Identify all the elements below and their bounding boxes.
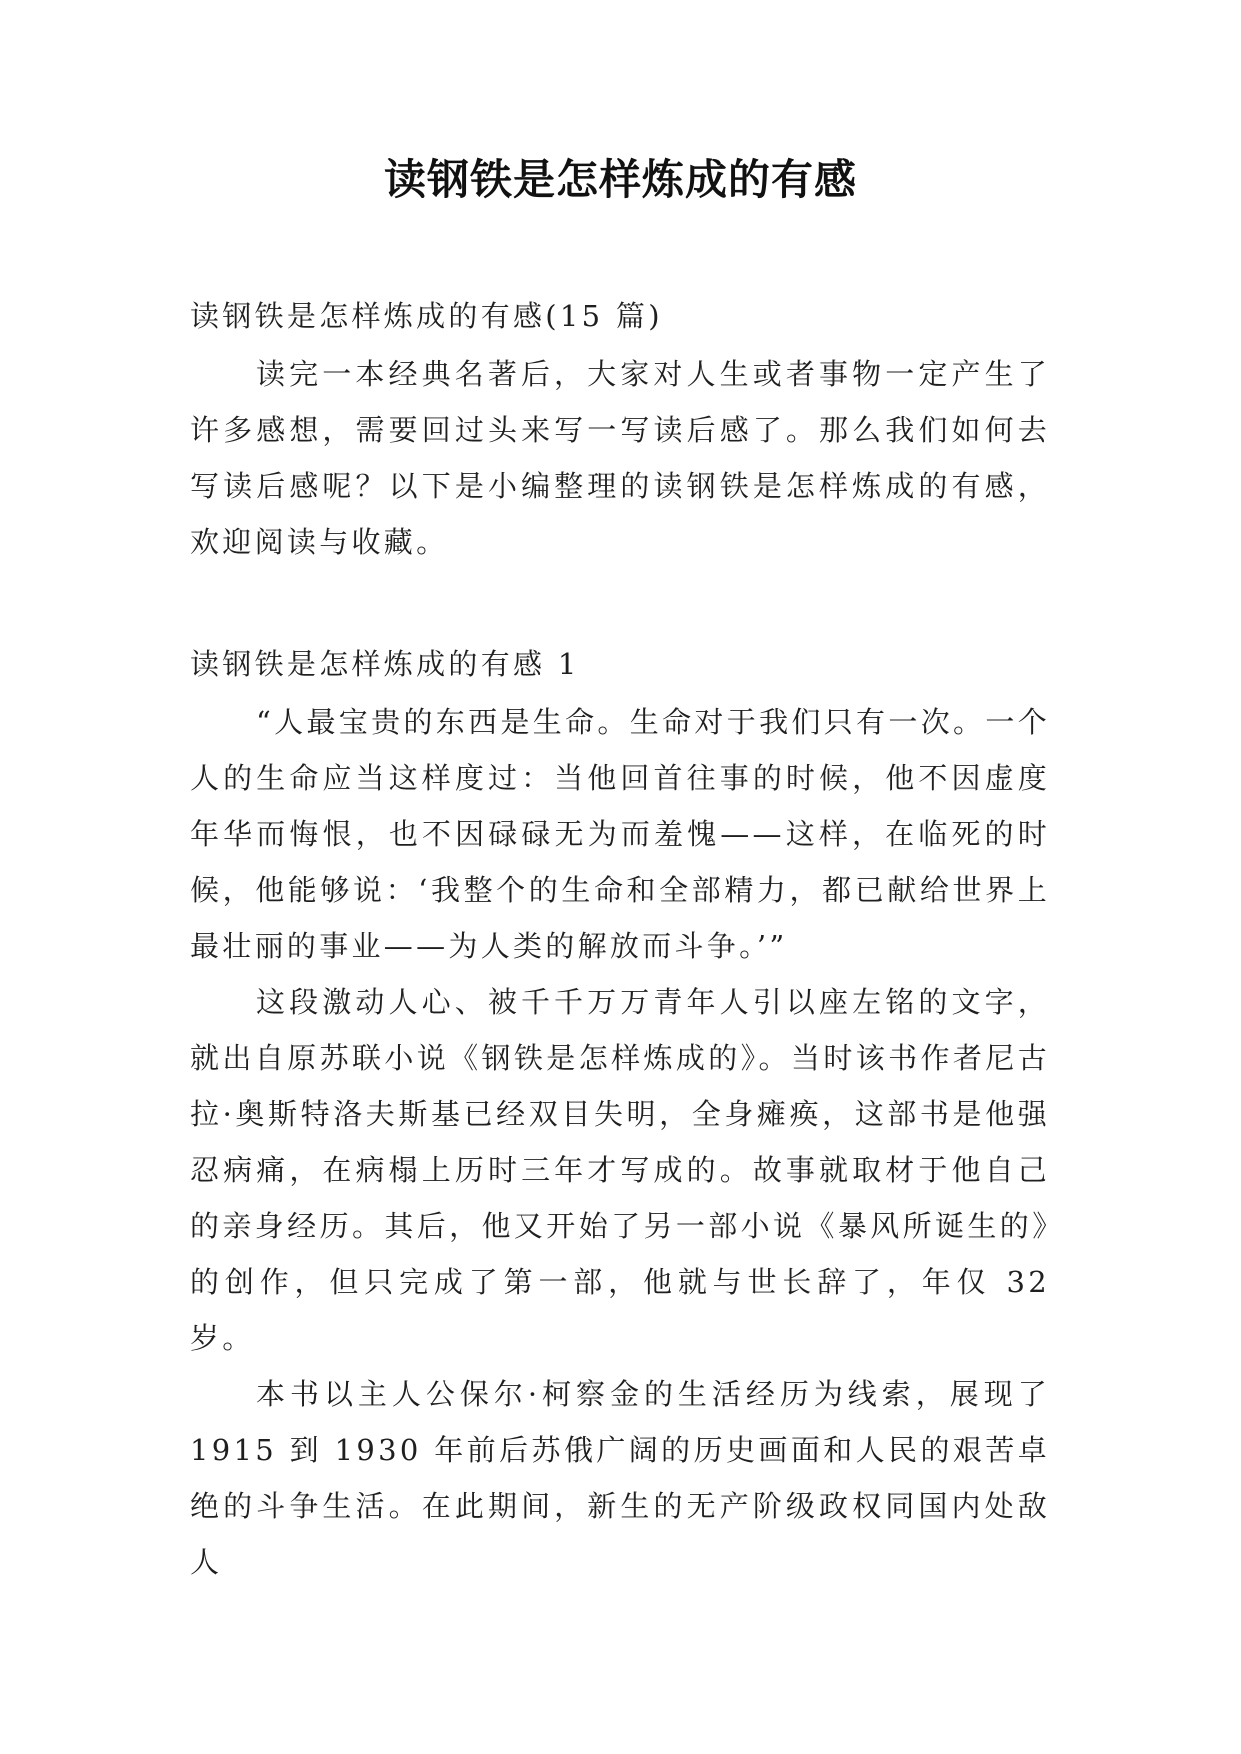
section-paragraph: 本书以主人公保尔·柯察金的生活经历为线索，展现了 1915 到 1930 年前后苏俄广阔的历史画面和人民的艰苦卓绝的斗争生活。在此期间，新生的无产阶级政权同国内处敌人 — [190, 1377, 1050, 1579]
section-paragraph-quote: “人最宝贵的东西是生命。生命对于我们只有一次。一个人的生命应当这样度过：当他回首往事的时候，他不因虚度年华而悔恨，也不因碌碌无为而羞愧——这样，在临死的时候，他能够说：‘我整个的生命和全部精力，都已献给世界上最壮丽的事业——为人类的解放而斗争。’” — [190, 705, 1050, 963]
document-subtitle: 读钢铁是怎样炼成的有感(15 篇) — [190, 299, 663, 333]
section-heading: 读钢铁是怎样炼成的有感 1 — [190, 647, 580, 681]
section-paragraph: 这段激动人心、被千千万万青年人引以座左铭的文字，就出自原苏联小说《钢铁是怎样炼成的》。当时该书作者尼古拉·奥斯特洛夫斯基已经双目失明，全身瘫痪，这部书是他强忍病痛，在病榻上历时三年才写成的。故事就取材于他自己的亲身经历。其后，他又开始了另一部小说《暴风所诞生的》的创作，但只完成了第一部，他就与世长辞了，年仅 32 岁。 — [190, 985, 1050, 1355]
intro-paragraph: 读完一本经典名著后，大家对人生或者事物一定产生了许多感想，需要回过头来写一写读后感了。那么我们如何去写读后感呢？以下是小编整理的读钢铁是怎样炼成的有感，欢迎阅读与收藏。 — [190, 357, 1050, 559]
section-body — [190, 694, 1050, 1590]
intro-block — [190, 346, 1050, 570]
document-title: 读钢铁是怎样炼成的有感 — [383, 155, 857, 204]
